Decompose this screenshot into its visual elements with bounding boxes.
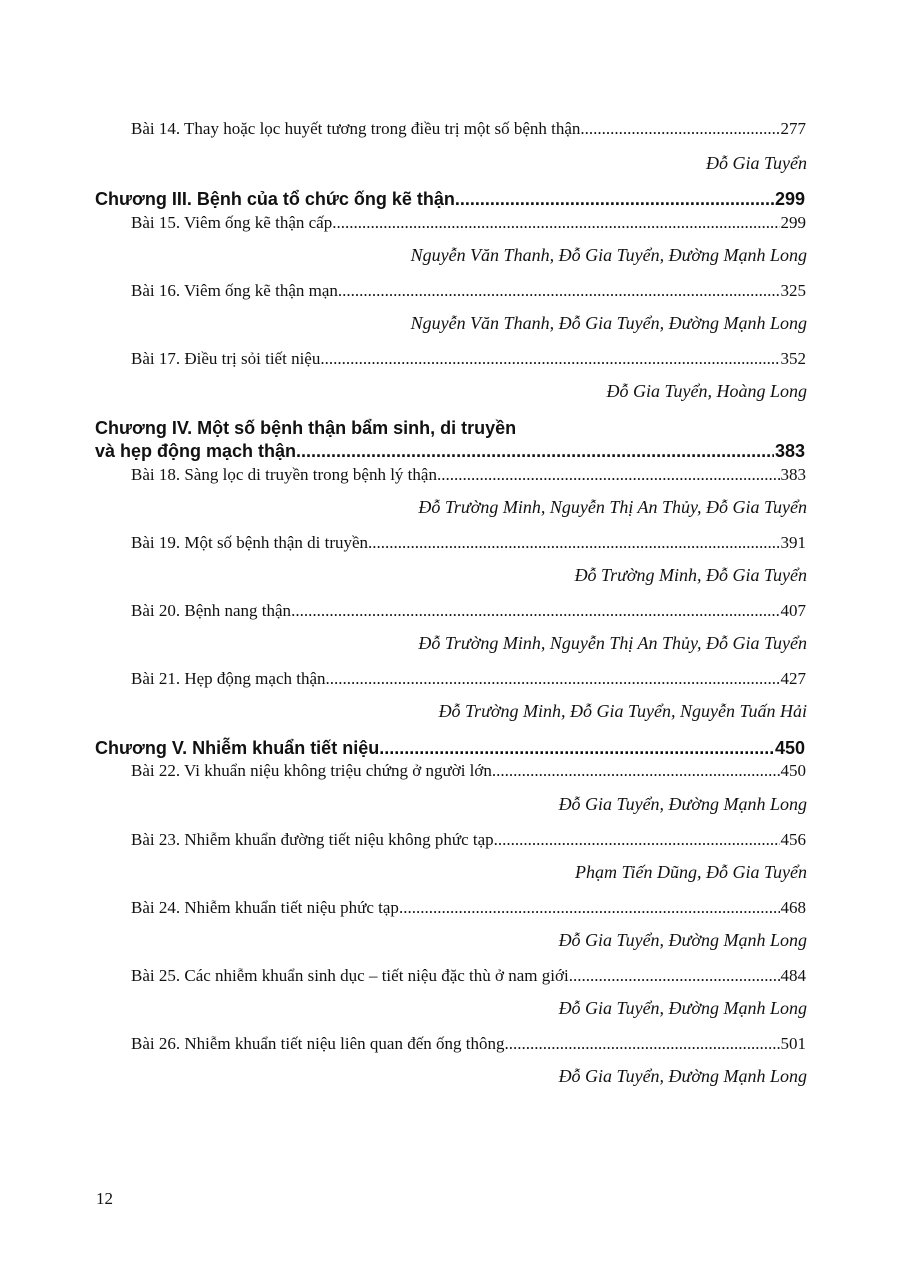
dot-leader (569, 965, 780, 987)
lesson-page: 325 (780, 281, 806, 300)
lesson-title: Bài 21. Hẹp động mạch thận (131, 669, 326, 688)
lesson-authors: Nguyễn Văn Thanh, Đỗ Gia Tuyển, Đường Mạnh Long (410, 313, 807, 333)
lesson-title: Bài 19. Một số bệnh thận di truyền (131, 533, 369, 552)
lesson-page: 450 (780, 761, 806, 780)
dot-leader (320, 348, 779, 370)
dot-leader (379, 737, 774, 759)
dot-leader (368, 532, 779, 554)
lesson-title: Bài 17. Điều trị sỏi tiết niệu (131, 349, 321, 368)
lesson-authors: Đỗ Gia Tuyển, Đường Mạnh Long (558, 1066, 807, 1086)
lesson-authors: Đỗ Trường Minh, Đỗ Gia Tuyển, Nguyễn Tuấn Hải (438, 701, 807, 721)
lesson-authors: Phạm Tiến Dũng, Đỗ Gia Tuyển (575, 862, 807, 882)
dot-leader (492, 760, 780, 782)
chapter-title: Chương III. Bệnh của tổ chức ống kẽ thận (95, 189, 455, 209)
toc-entry-lesson-22 (131, 760, 806, 782)
toc-entry-lesson-25 (131, 965, 806, 987)
lesson-title: Bài 20. Bệnh nang thận (131, 601, 292, 620)
lesson-title: Bài 24. Nhiễm khuẩn tiết niệu phức tạp (131, 898, 399, 917)
lesson-page: 391 (780, 533, 806, 552)
lesson-authors: Đỗ Gia Tuyển, Hoàng Long (606, 381, 807, 401)
lesson-page: 299 (780, 213, 806, 232)
lesson-title: Bài 25. Các nhiễm khuẩn sinh dục – tiết niệu đặc thù ở nam giới (131, 966, 569, 985)
lesson-authors: Đỗ Trường Minh, Nguyễn Thị An Thủy, Đỗ Gia Tuyển (418, 497, 807, 517)
dot-leader (504, 1033, 779, 1055)
dot-leader (399, 897, 780, 919)
toc-entry-lesson-17 (131, 348, 806, 370)
dot-leader (494, 829, 780, 851)
toc-entry-lesson-24 (131, 897, 806, 919)
lesson-page: 383 (780, 465, 806, 484)
chapter-page: 383 (774, 441, 805, 461)
toc-entry-lesson-18 (131, 464, 806, 486)
lesson-authors: Đỗ Gia Tuyển, Đường Mạnh Long (558, 930, 807, 950)
lesson-page: 427 (780, 669, 806, 688)
lesson-title: Bài 16. Viêm ống kẽ thận mạn (131, 281, 338, 300)
lesson-authors: Đỗ Trường Minh, Đỗ Gia Tuyển (574, 565, 807, 585)
page-number: 12 (96, 1189, 113, 1208)
lesson-title: Bài 14. Thay hoặc lọc huyết tương trong điều trị một số bệnh thận (131, 119, 581, 138)
toc-entry-lesson-14 (131, 118, 806, 140)
lesson-authors: Đỗ Gia Tuyển (706, 153, 807, 173)
dot-leader (437, 464, 780, 486)
dot-leader (332, 212, 779, 234)
lesson-title: Bài 18. Sàng lọc di truyền trong bệnh lý thận (131, 465, 437, 484)
toc-entry-chapter-4 (95, 440, 805, 462)
lesson-authors: Đỗ Trường Minh, Nguyễn Thị An Thủy, Đỗ Gia Tuyển (418, 633, 807, 653)
lesson-authors: Nguyễn Văn Thanh, Đỗ Gia Tuyển, Đường Mạnh Long (410, 245, 807, 265)
lesson-authors: Đỗ Gia Tuyển, Đường Mạnh Long (558, 998, 807, 1018)
lesson-title: Bài 22. Vi khuẩn niệu không triệu chứng ở người lớn (131, 761, 492, 780)
toc-entry-lesson-23 (131, 829, 806, 851)
toc-entry-lesson-20 (131, 600, 806, 622)
lesson-authors: Đỗ Gia Tuyển, Đường Mạnh Long (558, 794, 807, 814)
toc-entry-lesson-16 (131, 280, 806, 302)
lesson-title: Bài 23. Nhiễm khuẩn đường tiết niệu không phức tạp (131, 830, 494, 849)
toc-entry-chapter-5 (95, 737, 805, 759)
toc-entry-lesson-19 (131, 532, 806, 554)
lesson-page: 468 (780, 898, 806, 917)
toc-entry-lesson-26 (131, 1033, 806, 1055)
chapter-title-line1: Chương IV. Một số bệnh thận bẩm sinh, di truyền (95, 418, 517, 438)
chapter-page: 450 (774, 738, 805, 758)
toc-entry-chapter-3 (95, 188, 805, 210)
lesson-title: Bài 26. Nhiễm khuẩn tiết niệu liên quan đến ống thông (131, 1034, 505, 1053)
lesson-page: 407 (780, 601, 806, 620)
chapter-title-line2: và hẹp động mạch thận (95, 441, 297, 461)
dot-leader (291, 600, 779, 622)
dot-leader (338, 280, 780, 302)
chapter-title: Chương V. Nhiễm khuẩn tiết niệu (95, 738, 380, 758)
lesson-page: 456 (780, 830, 806, 849)
lesson-page: 352 (780, 349, 806, 368)
chapter-page: 299 (774, 189, 805, 209)
lesson-title: Bài 15. Viêm ống kẽ thận cấp (131, 213, 333, 232)
dot-leader (326, 668, 780, 690)
dot-leader (296, 440, 774, 462)
lesson-page: 484 (780, 966, 806, 985)
toc-entry-lesson-21 (131, 668, 806, 690)
lesson-page: 277 (780, 119, 806, 138)
dot-leader (455, 188, 774, 210)
toc-entry-lesson-15 (131, 212, 806, 234)
dot-leader (580, 118, 779, 140)
lesson-page: 501 (780, 1034, 806, 1053)
